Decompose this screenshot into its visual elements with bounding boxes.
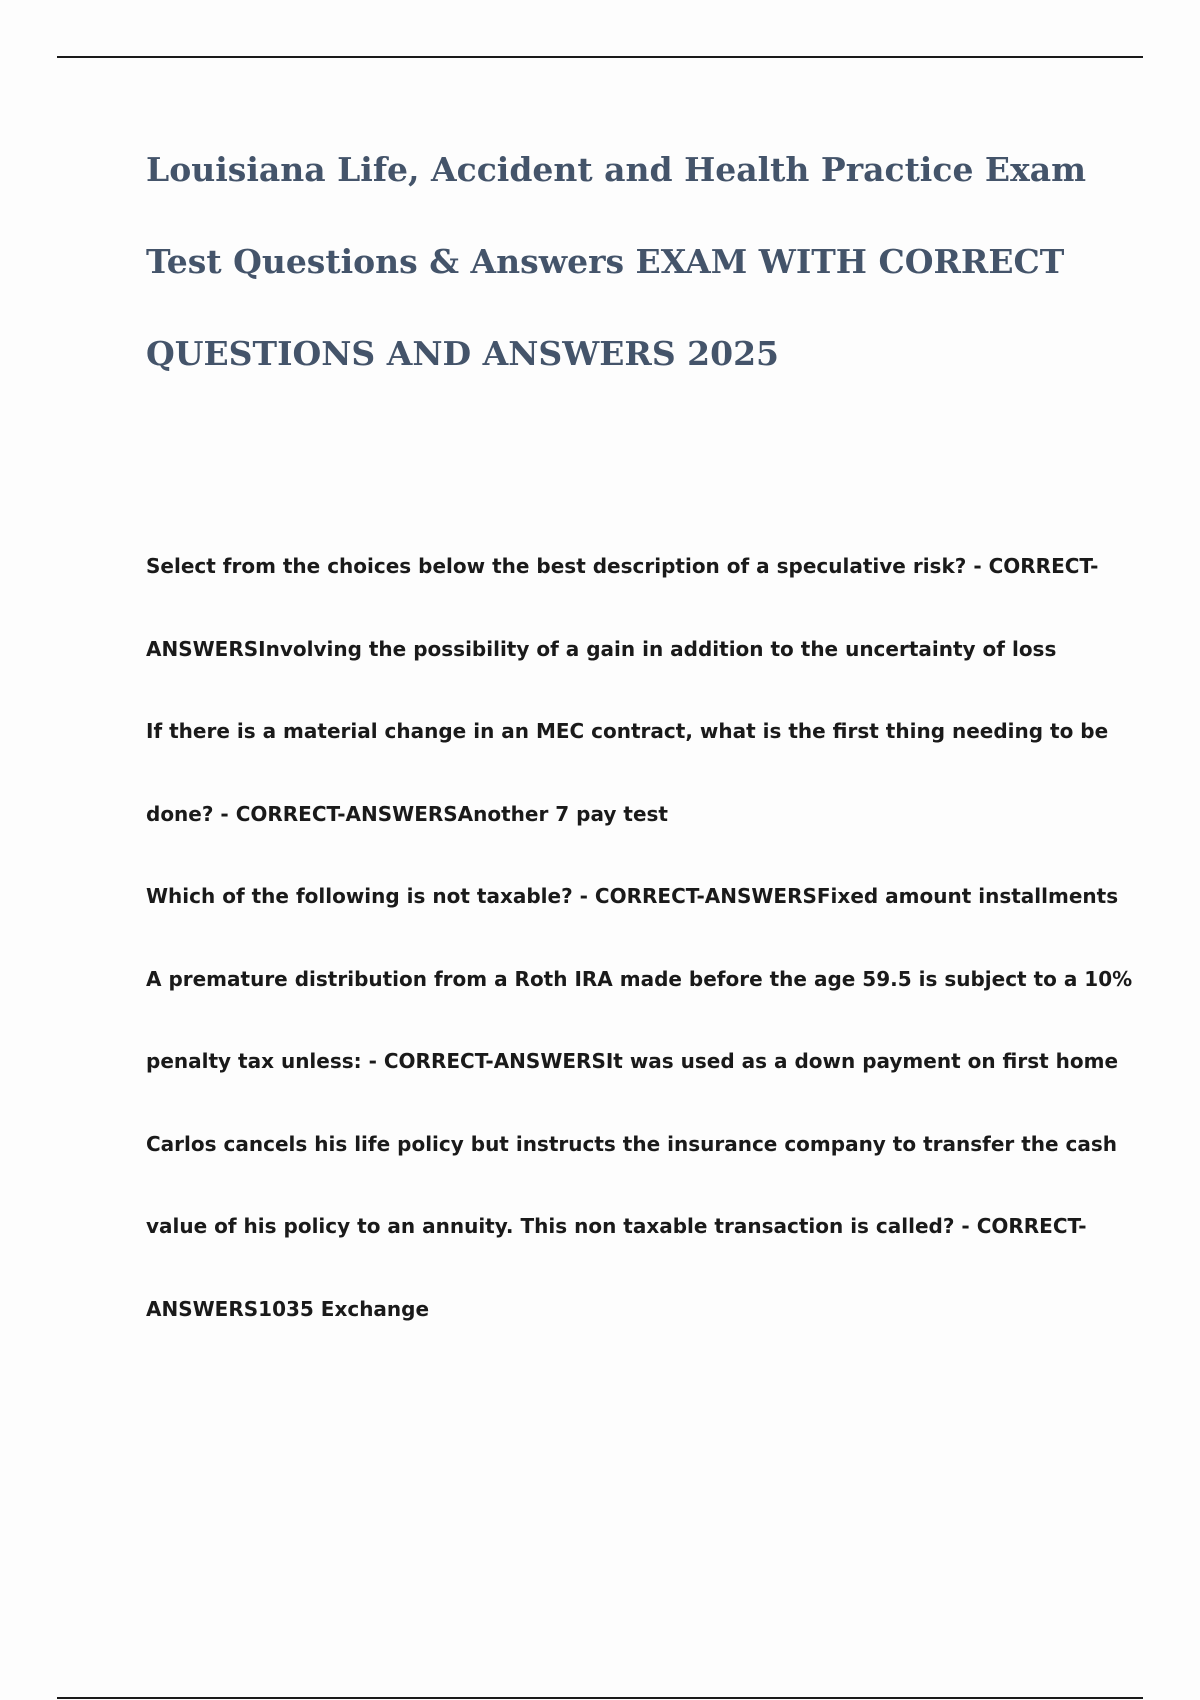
qa-line: Select from the choices below the best description of a speculative risk? - CORRECT-	[146, 554, 1099, 578]
qa-line: penalty tax unless: - CORRECT-ANSWERSIt was used as a down payment on first home	[146, 1049, 1119, 1073]
qa-line: Which of the following is not taxable? - CORRECT-ANSWERSFixed amount installments	[146, 884, 1119, 908]
bottom-rule	[57, 1697, 1143, 1699]
title-line: Test Questions & Answers EXAM WITH CORRECT	[146, 242, 1065, 281]
qa-line: ANSWERSInvolving the possibility of a gain in addition to the uncertainty of loss	[146, 636, 1057, 661]
question-answer-list	[146, 525, 1133, 1350]
title-line: Louisiana Life, Accident and Health Practice Exam	[146, 150, 1087, 189]
qa-line: If there is a material change in an MEC contract, what is the first thing needing to be	[146, 719, 1109, 743]
qa-line: A premature distribution from a Roth IRA made before the age 59.5 is subject to a 10%	[146, 966, 1133, 991]
qa-line: ANSWERS1035 Exchange	[146, 1296, 430, 1321]
document-title	[146, 124, 1106, 400]
title-line: QUESTIONS AND ANSWERS 2025	[146, 334, 780, 373]
qa-line: Carlos cancels his life policy but instructs the insurance company to transfer the cash	[146, 1131, 1118, 1156]
qa-line: done? - CORRECT-ANSWERSAnother 7 pay test	[146, 801, 668, 826]
top-rule	[57, 56, 1143, 58]
qa-line: value of his policy to an annuity. This non taxable transaction is called? - CORRECT-	[146, 1214, 1087, 1238]
